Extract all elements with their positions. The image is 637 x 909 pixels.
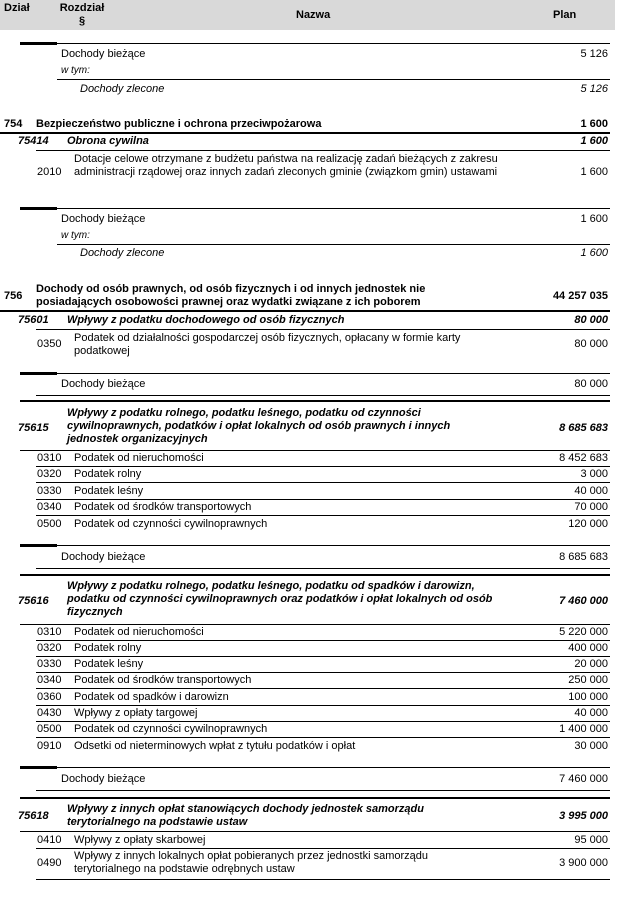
section-rule — [57, 43, 610, 44]
rozdzial-name: Wpływy z innych opłat stanowiących dochody jednostek samorządu terytorialnego na podstawie ustaw — [67, 803, 424, 828]
rozdzial-plan: 3 995 000 — [559, 810, 608, 822]
summary-value: 1 600 — [580, 213, 608, 225]
section-rule — [20, 372, 57, 375]
row-divider — [36, 879, 610, 880]
row-divider — [36, 705, 610, 706]
paragraf-plan: 70 000 — [574, 501, 608, 513]
paragraf-name: Wpływy z opłaty skarbowej — [74, 834, 206, 846]
paragraf-plan: 3 000 — [580, 468, 608, 480]
row-divider — [57, 79, 610, 80]
summary-label: Dochody bieżące — [61, 773, 146, 785]
dzial-name: Dochody od osób prawnych, od osób fizycznych i od innych jednostek nie posiadających osobowości prawnej oraz wydatki związane z ich poborem — [36, 283, 426, 308]
rozdzial-plan: 8 685 683 — [559, 422, 608, 434]
rozdzial-plan: 1 600 — [580, 135, 608, 147]
row-divider — [36, 656, 610, 657]
section-rule — [57, 767, 610, 768]
paragraf-plan: 3 900 000 — [559, 857, 608, 869]
paragraf-code: 0360 — [37, 691, 62, 703]
dzial-name: Bezpieczeństwo publiczne i ochrona przeciwpożarowa — [36, 118, 322, 130]
paragraf-name: Wpływy z innych lokalnych opłat pobieranych przez jednostki samorządu terytorialnego na podstawie odrębnych ustaw — [74, 850, 429, 875]
rozdzial-code: 75615 — [18, 422, 49, 434]
paragraf-name: Podatek rolny — [74, 642, 142, 654]
rozdzial-name: Obrona cywilna — [67, 135, 149, 147]
dzial-plan: 44 257 035 — [552, 290, 608, 302]
section-rule — [57, 545, 610, 546]
section-rule — [20, 42, 57, 45]
paragraf-plan: 250 000 — [568, 674, 608, 686]
paragraf-plan: 1 400 000 — [559, 723, 608, 735]
w-tym-label: w tym: — [61, 230, 90, 241]
row-divider — [36, 688, 610, 689]
summary-value: 8 685 683 — [559, 551, 608, 563]
paragraf-code: 0330 — [37, 658, 62, 670]
row-divider — [36, 466, 610, 467]
paragraf-code: 0320 — [37, 642, 62, 654]
row-divider — [36, 568, 610, 569]
section-rule — [57, 373, 610, 374]
rozdzial-rule — [20, 797, 610, 799]
paragraf-code: 0310 — [37, 452, 62, 464]
paragraf-plan: 120 000 — [568, 518, 608, 530]
rozdzial-rule — [20, 574, 610, 576]
paragraf-name: Podatek leśny — [74, 658, 144, 670]
paragraf-name: Podatek od nieruchomości — [74, 452, 204, 464]
summary-label: Dochody bieżące — [61, 213, 146, 225]
rozdzial-code: 75601 — [18, 314, 49, 326]
paragraf-name: Podatek od działalności gospodarczej osób fizycznych, opłacany w formie karty podatkowej — [74, 332, 461, 357]
row-divider — [36, 790, 610, 791]
paragraf-name: Wpływy z opłaty targowej — [74, 707, 198, 719]
rozdzial-name: Wpływy z podatku dochodowego od osób fizycznych — [67, 314, 345, 326]
section-rule — [20, 766, 57, 769]
summary-sub-label: Dochody zlecone — [80, 247, 165, 259]
paragraf-name: Podatek od środków transportowych — [74, 674, 252, 686]
paragraf-code: 0310 — [37, 626, 62, 638]
paragraf-name: Odsetki od nieterminowych wpłat z tytułu podatków i opłat — [74, 740, 356, 752]
summary-label: Dochody bieżące — [61, 551, 146, 563]
paragraf-name: Podatek od spadków i darowizn — [74, 691, 229, 703]
paragraf-plan: 8 452 683 — [559, 452, 608, 464]
rozdzial-plan: 80 000 — [574, 314, 608, 326]
paragraf-code: 0350 — [37, 338, 62, 350]
dzial-rule — [0, 132, 610, 134]
summary-label: Dochody bieżące — [61, 378, 146, 390]
paragraf-name: Podatek leśny — [74, 485, 144, 497]
row-divider — [57, 244, 610, 245]
paragraf-code: 0340 — [37, 501, 62, 513]
paragraf-code: 0910 — [37, 740, 62, 752]
row-divider — [36, 848, 610, 849]
rozdzial-code: 75618 — [18, 810, 49, 822]
paragraf-code: 0500 — [37, 518, 62, 530]
paragraf-plan: 80 000 — [574, 338, 608, 350]
paragraf-plan: 40 000 — [574, 707, 608, 719]
rozdzial-name: Wpływy z podatku rolnego, podatku leśnego, podatku od czynności cywilnoprawnych, podatków i opłat lokalnych od osób prawnych i innych jednostek organizacyjnych — [67, 407, 451, 445]
paragraf-code: 0490 — [37, 857, 62, 869]
dzial-code: 756 — [4, 290, 23, 302]
paragraf-name: Podatek rolny — [74, 468, 142, 480]
summary-sub-label: Dochody zlecone — [80, 83, 165, 95]
summary-value: 5 126 — [580, 48, 608, 60]
rozdzial-name: Wpływy z podatku rolnego, podatku leśnego, podatku od spadków i darowizn, podatku od czynności cywilnoprawnych oraz podatków i opłat lokalnych od osób fizycznych — [67, 580, 493, 618]
summary-label: Dochody bieżące — [61, 48, 146, 60]
paragraf-plan: 100 000 — [568, 691, 608, 703]
summary-value: 80 000 — [574, 378, 608, 390]
paragraf-plan: 5 220 000 — [559, 626, 608, 638]
rozdzial-code: 75414 — [18, 135, 49, 147]
paragraf-plan: 1 600 — [580, 166, 608, 178]
section-rule — [20, 544, 57, 547]
summary-value: 7 460 000 — [559, 773, 608, 785]
paragraf-code: 2010 — [37, 166, 62, 178]
header-plan: Plan — [553, 9, 577, 21]
paragraf-plan: 400 000 — [568, 642, 608, 654]
dzial-rule — [0, 310, 610, 312]
row-divider — [20, 450, 610, 451]
summary-sub-value: 5 126 — [580, 83, 608, 95]
paragraf-code: 0500 — [37, 723, 62, 735]
rozdzial-code: 75616 — [18, 595, 49, 607]
row-divider — [36, 150, 610, 151]
summary-sub-value: 1 600 — [580, 247, 608, 259]
row-divider — [20, 831, 610, 832]
rozdzial-plan: 7 460 000 — [559, 595, 608, 607]
section-rule — [57, 208, 610, 209]
paragraf-code: 0330 — [37, 485, 62, 497]
paragraf-plan: 30 000 — [574, 740, 608, 752]
paragraf-plan: 95 000 — [574, 834, 608, 846]
row-divider — [36, 515, 610, 516]
paragraf-code: 0430 — [37, 707, 62, 719]
row-divider — [36, 395, 610, 396]
header-dzial: Dział — [4, 2, 30, 14]
paragraf-name: Podatek od czynności cywilnoprawnych — [74, 723, 268, 735]
paragraf-name: Podatek od środków transportowych — [74, 501, 252, 513]
row-divider — [36, 499, 610, 500]
table-header — [0, 0, 615, 30]
row-divider — [36, 672, 610, 673]
paragraf-plan: 40 000 — [574, 485, 608, 497]
row-divider — [36, 329, 610, 330]
paragraf-code: 0410 — [37, 834, 62, 846]
row-divider — [36, 640, 610, 641]
w-tym-label: w tym: — [61, 65, 90, 76]
section-rule — [20, 207, 57, 210]
row-divider — [20, 624, 610, 625]
paragraf-name: Dotacje celowe otrzymane z budżetu państwa na realizację zadań bieżących z zakresu administracji rządowej oraz innych zadań zleconych gminie (związkom gmin) ustawami — [74, 153, 498, 178]
dzial-code: 754 — [4, 118, 23, 130]
rozdzial-rule — [20, 400, 610, 402]
row-divider — [36, 721, 610, 722]
header-nazwa: Nazwa — [296, 9, 331, 21]
dzial-plan: 1 600 — [580, 118, 608, 130]
paragraf-plan: 20 000 — [574, 658, 608, 670]
row-divider — [36, 737, 610, 738]
header-rozdzial: Rozdział § — [59, 2, 105, 27]
paragraf-code: 0340 — [37, 674, 62, 686]
paragraf-code: 0320 — [37, 468, 62, 480]
paragraf-name: Podatek od czynności cywilnoprawnych — [74, 518, 268, 530]
paragraf-name: Podatek od nieruchomości — [74, 626, 204, 638]
row-divider — [36, 482, 610, 483]
